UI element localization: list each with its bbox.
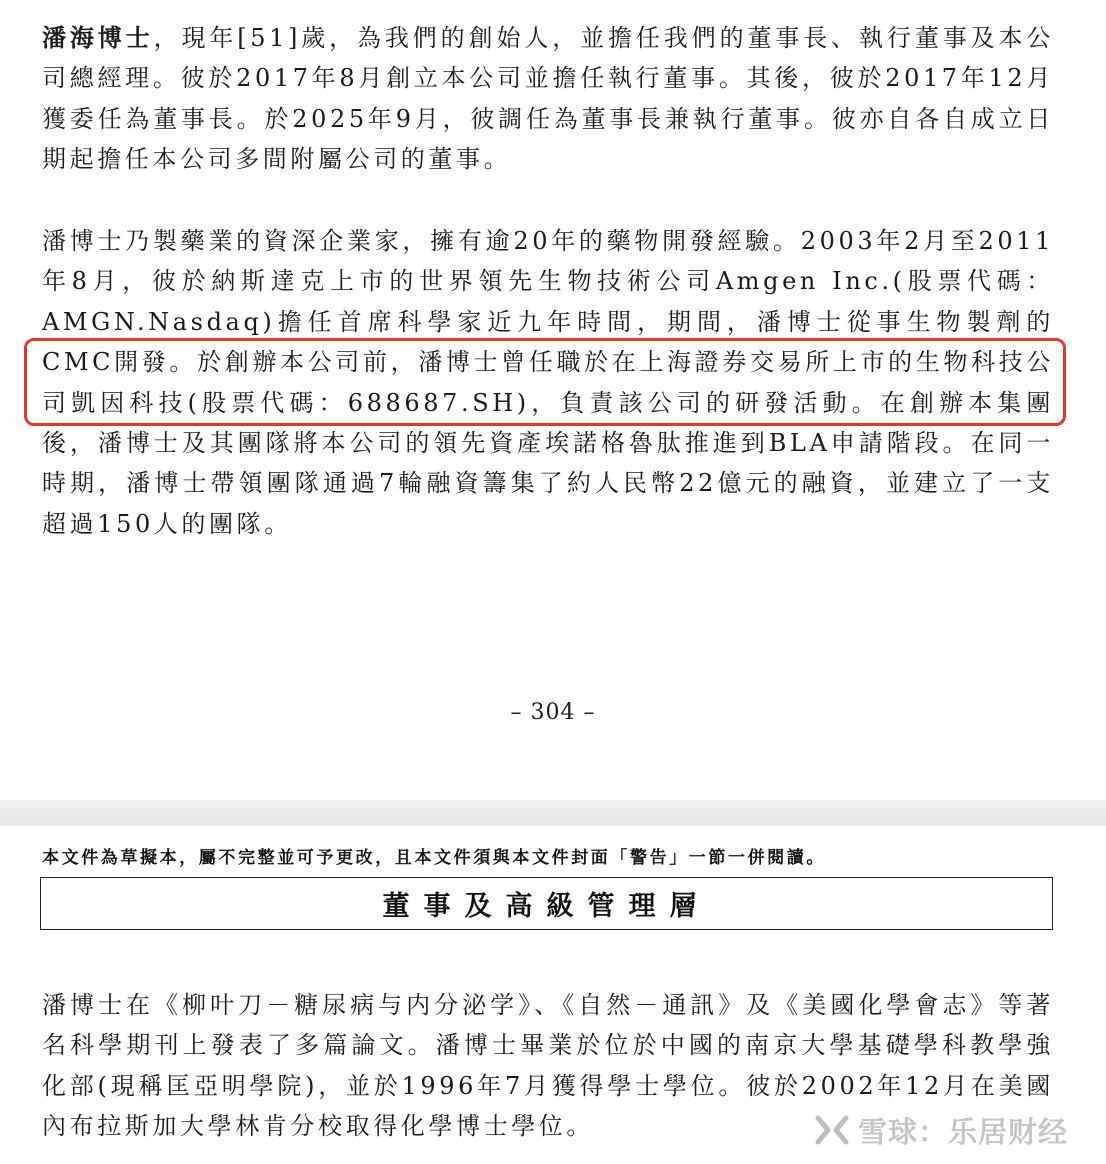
person-name: 潘海博士 (42, 23, 154, 52)
watermark-text: 雪球：乐居财经 (858, 1114, 1069, 1149)
paragraph-career: 潘博士乃製藥業的資深企業家，擁有逾20年的藥物開發經驗。2003年2月至2011年8月，彼於納斯達克上市的世界領先生物技術公司Amgen Inc.(股票代碼：AMGN.Nasdaq)擔任首席科學家近九年時間，期間，潘博士從事生物製劑的CMC開發。於創辦本公司前，潘博士曾任職於在上海證券交易所上市的生物科技公司凱因科技(股票代碼：688687.SH)，負責該公司的研發活動。在創辦本集團後，潘博士及其團隊將本公司的領先資產埃諾格魯肽推進到BLA申請階段。在同一時期，潘博士帶領團隊通過7輪融資籌集了約人民幣22億元的融資，並建立了一支超過150人的團隊。 (42, 227, 1054, 538)
paragraph-publications-education: 潘博士在《柳叶刀－糖尿病与内分泌学》、《自然－通訊》及《美國化學會志》等著名科學期刊上發表了多篇論文。潘博士畢業於位於中國的南京大學基礎學科教學強化部(現稱匡亞明學院)，並於1996年7月獲得學士學位。彼於2002年12月在美國內布拉斯加大學林肯分校取得化學博士學位。 (42, 991, 1054, 1141)
paragraph-founder-intro (42, 18, 1054, 180)
watermark (812, 1108, 1068, 1152)
snowball-logo-icon (812, 1110, 852, 1150)
section-header-box (40, 877, 1053, 930)
page-number: – 304 – (510, 700, 596, 725)
red-highlight-box (24, 338, 1066, 426)
paragraph-founder-intro-text: ，現年[51]歲，為我們的創始人，並擔任我們的董事長、執行董事及本公司總經理。彼於2017年8月創立本公司並擔任執行董事。其後，彼於2017年12月獲委任為董事長。於2025年9月，彼調任為董事長兼執行董事。彼亦自各自成立日期起擔任本公司多間附屬公司的董事。 (42, 24, 1054, 174)
draft-notice: 本文件為草擬本，屬不完整並可予更改，且本文件須與本文件封面「警告」一節一併閱讀。 (42, 848, 826, 868)
page-divider (0, 800, 1106, 826)
section-title: 董事及高級管理層 (382, 891, 711, 922)
